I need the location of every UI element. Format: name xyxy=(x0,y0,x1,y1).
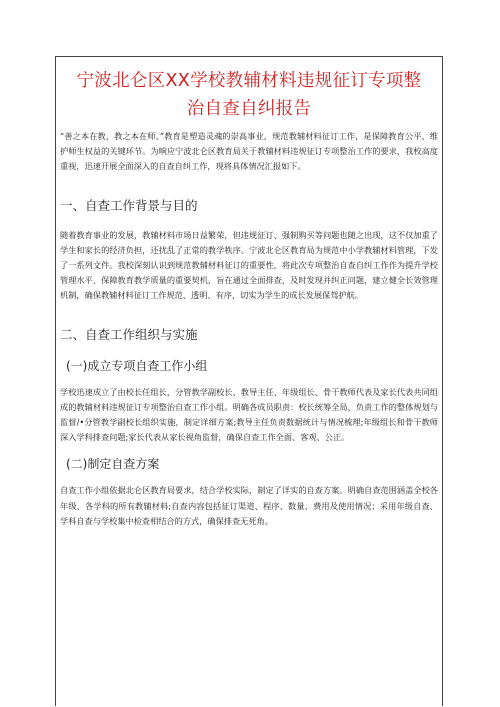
subsection-2-1-paragraph: 学校迅速成立了由校长任组长，分管教学副校长、教导主任、年级组长、骨干教师代表及家长代表共同组成的教辅材料违规征订专项整治自查工作小组。明确各成员职责：校长统筹全局，负责工作的整体规划与监督/•分管教学副校长组织实施，制定详细方案;教导主任负责数据统计与情况梳理;年级组长和骨干教师深入学科排查问题;家长代表从家长视角监督，确保自查工作全面、客观、公正。 xyxy=(60,386,438,443)
subsection-2-2-paragraph: 自查工作小组依据北仑区教育局要求，结合学校实际，制定了详实的自查方案。明确自查范围涵盖全校各年级、各学科的所有教辅材料;自查内容包括征订渠道、程序、数量、费用及使用情况；采用年级自查、学科自查与学校集中检查相结合的方式，确保排查无死角。 xyxy=(60,485,438,526)
intro-paragraph: “善之本在教，教之本在师。”教育是塑造灵魂的崇高事业，规范教辅材料征订工作，是保障教育公平、维护师生权益的关键环节。为响应宁波北仑区教育局关于教辅材料违规征订专项整治工作的要求，我校高度重视，迅速开展全面深入的自查自纠工作，现将具体情况汇报如下。 xyxy=(60,131,438,172)
document-title xyxy=(56,67,442,123)
subsection-2-1-heading: (一)成立专项自查工作小组 xyxy=(66,358,208,373)
title-line-2: 治自查自纠报告 xyxy=(186,99,312,119)
subsection-2-2-heading: (二)制定自查方案 xyxy=(66,457,160,472)
document-frame xyxy=(55,56,443,706)
section-1-heading: 一、自查工作背景与目的 xyxy=(60,197,198,213)
section-1-paragraph: 随着教育事业的发展，教辅材料市场日益繁荣，但违规征订、强制购买等问题也随之出现，这不仅加重了学生和家长的经济负担，还扰乱了正常的教学秩序。宁波北仑区教育局为规范中小学教辅材料管理，下发了一系列文件。我校深刻认识到规范教辅材料征订的重要性，将此次专项整治自查自纠工作作为提升学校管理水平、保障教育教学质量的重要契机，旨在通过全面排查，及时发现并纠正问题，建立健全长效管理机制，确保教辅材料征订工作规范、透明、有序，切实为学生的成长发展保驾护航。 xyxy=(60,229,438,301)
title-line-1: 宁波北仑区XX学校教辅材料违规征订专项整 xyxy=(76,71,422,91)
document-body xyxy=(60,129,438,529)
section-2-heading: 二、自查工作组织与实施 xyxy=(60,326,198,342)
